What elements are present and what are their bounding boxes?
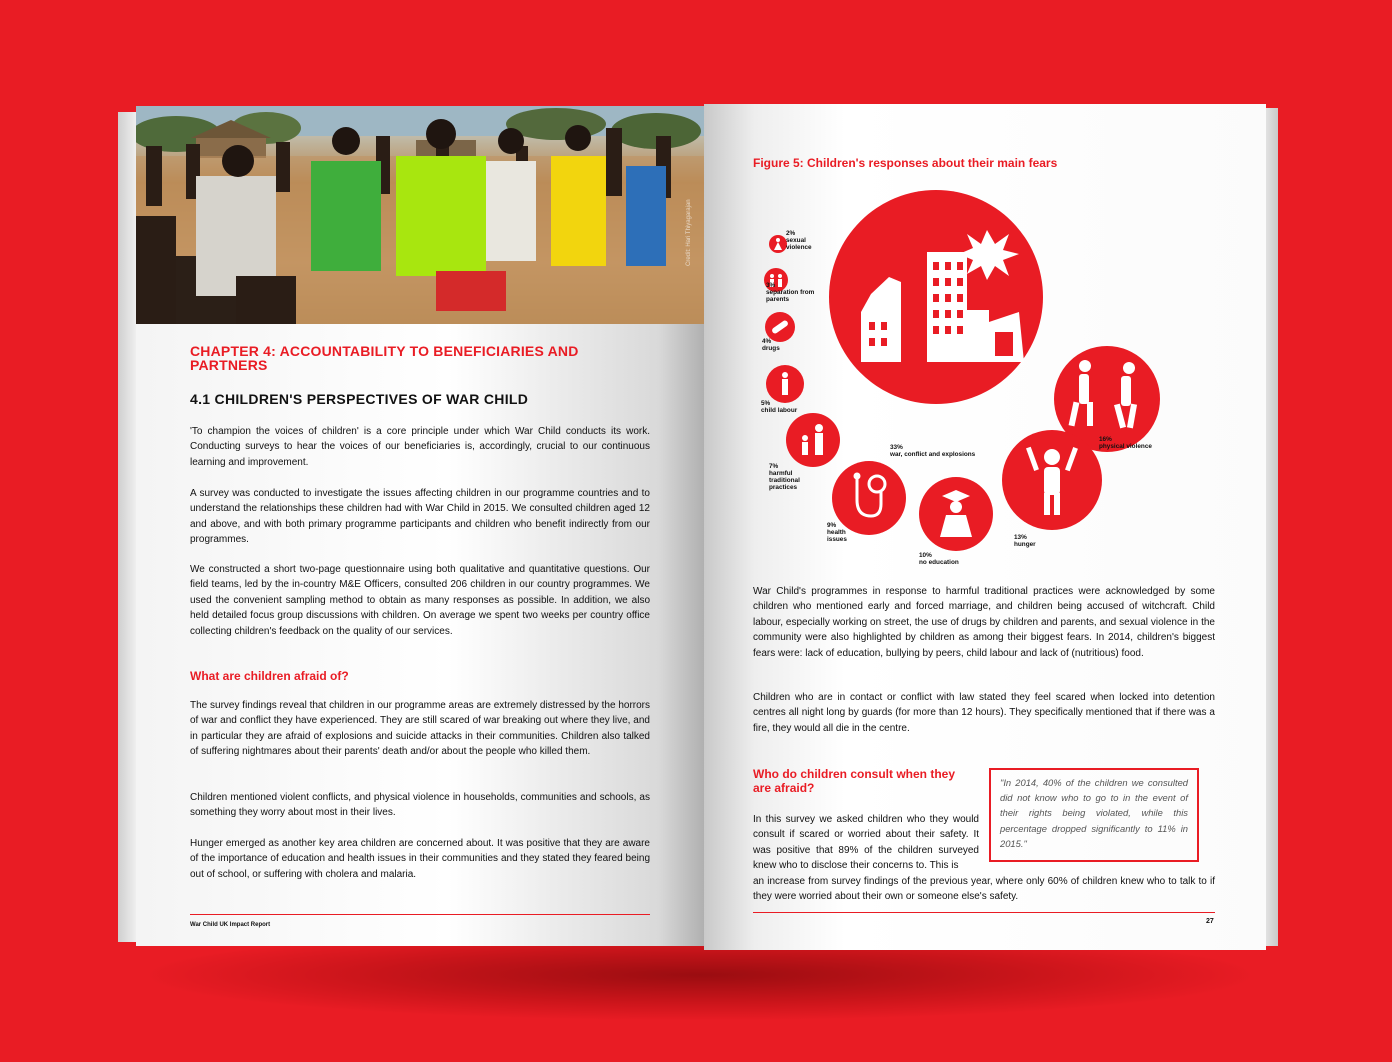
paragraph-6: Hunger emerged as another key area children are concerned about. It was positive that they are aware of the importance of education and health issues in their communities and they stated they feared being out of school, or suffering with cholera and malaria. [190,838,650,880]
paragraph-1: 'To champion the voices of children' is a core principle under which War Child conducts its work. Conducting surveys to hear the voices of our beneficiaries is, accordingly, crucial to our continuous learning and improvement. [190,426,650,468]
paragraph-detention: Children who are in contact or conflict with law stated they feel scared when locked into detention centres all night long by guards (for more than 12 hours). They specifically mentioned that if there was a fire, they would all die in the centre. [753,692,1215,734]
photo-credit: Credit: Hari Thiyagarajan [686,199,692,266]
bubble-hunger [1002,430,1102,530]
footer-text: War Child UK Impact Report [190,922,271,928]
label-physical-violence: 16% physical violence [1099,436,1152,450]
paragraph-consult-continued: an increase from survey findings of the previous year, where only 60% of children knew who to talk to if they were worried about their own or someone else's safety. [753,876,1215,903]
bubble-child-labour [766,365,804,403]
left-page [136,106,704,946]
bubble-harmful-practices [786,413,840,467]
bubble-sexual-violence [769,235,787,253]
paragraph-4: The survey findings reveal that children in our programme areas are extremely distressed by the horrors of war and conflict they have experienced. They are still scared of war breaking out where they live, and in particular they are afraid of explosions and suicide attacks in their communities. Children also talked of suffering nightmares about their parents' death and/or about the people who killed them. [190,700,650,758]
section-title: 4.1 CHILDREN'S PERSPECTIVES OF WAR CHILD [190,391,529,407]
label-war: 33% war, conflict and explosions [890,444,976,458]
footer-rule-right [753,912,1215,913]
label-health: 9% health issues [827,522,847,543]
fears-infographic [749,182,1229,582]
label-sexual-violence: 2% sexual violence [786,230,812,251]
footer-rule [190,914,650,915]
child-worker-icon [782,372,788,395]
photo-illustration [136,106,704,324]
paragraph-3: We constructed a short two-page questionnaire using both qualitative and quantitative questions. Our field teams, led by the in-country M&E Officers, consulted 206 children in our country programmes. We used the convenient sampling method to obtain as many responses as possible. In addition, we also held detailed focus group discussions with children. On average we spent two weeks per country office collecting children's feedback on the quality of our services. [190,564,650,637]
paragraph-5: Children mentioned violent conflicts, and physical violence in households, communities and schools, as something they worry about most in their lives. [190,792,650,819]
right-page [704,104,1266,950]
chapter-title: CHAPTER 4: ACCOUNTABILITY TO BENEFICIARIES AND PARTNERS [190,343,579,373]
left-page-edge [118,112,138,942]
figure-title: Figure 5: Children's responses about their main fears [753,156,1058,170]
pull-quote: "In 2014, 40% of the children we consulted did not know who to go to in the event of their rights being violated, while this percentage dropped significantly to 11% in 2015." [989,768,1199,862]
bubble-war [829,190,1043,404]
subheading-consult: Who do children consult when they are afraid? [753,767,956,795]
paragraph-consult: In this survey we asked children who they would consult if scared or worried about their safety. It was positive that 89% of the children surveyed knew who to disclose their concerns to. This is [753,814,979,872]
bubble-no-education [919,477,993,551]
page-number: 27 [1206,918,1214,925]
label-drugs: 4% drugs [762,338,780,352]
paragraph-2: A survey was conducted to investigate the issues affecting children in our programme countries and to understand the relationships these children had with War Child in 2015. We consulted children aged 12 and above, and with both primary programme participants and children who benefit indirectly from our programmes. [190,488,650,546]
label-harmful-practices: 7% harmful traditional practices [769,463,800,491]
label-no-education: 10% no education [919,552,959,566]
children-exercising-photo [136,106,704,324]
subheading-afraid: What are children afraid of? [190,669,349,683]
label-child-labour: 5% child labour [761,400,798,414]
label-separation: 3% separation from parents [766,282,815,303]
paragraph-practices: War Child's programmes in response to harmful traditional practices were acknowledged by some children who mentioned early and forced marriage, and children being accused of witchcraft. Child labour, especially working on street, the use of drugs by children and parents, and sexual violence in the community were also highlighted by children as among their biggest fears. In 2014, children's biggest fears were: lack of education, bullying by peers, child labour and lack of (nutritious) food. [753,586,1215,659]
label-hunger: 13% hunger [1014,534,1036,548]
